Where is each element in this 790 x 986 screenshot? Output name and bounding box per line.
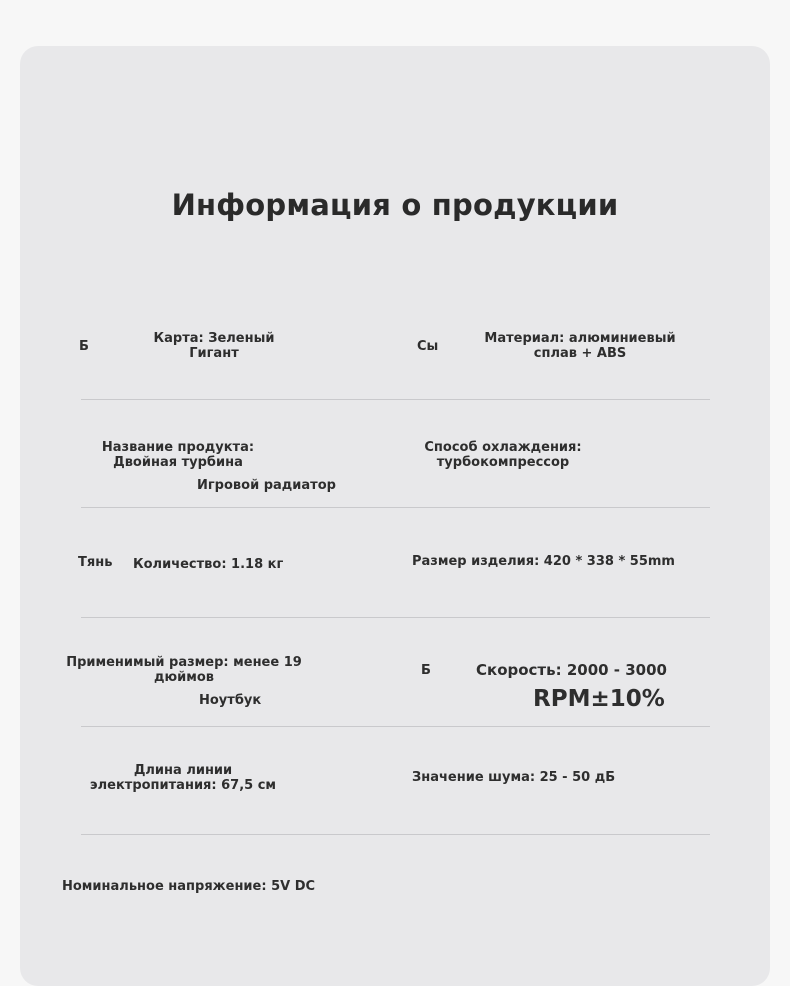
row-5-left-line-1: Длина линии [133, 763, 233, 778]
row-4-right-tag: Б [421, 663, 431, 678]
row-5-right-text: Значение шума: 25 - 50 дБ [412, 770, 616, 785]
row-2-right-line-2: турбокомпрессор [436, 455, 570, 470]
row-divider [81, 834, 710, 835]
row-divider [81, 726, 710, 727]
content-panel [20, 46, 770, 986]
row-divider [81, 399, 710, 400]
page-title: Информация о продукции [171, 188, 619, 222]
row-divider [81, 507, 710, 508]
row-3-right-text: Размер изделия: 420 * 338 * 55mm [412, 554, 675, 569]
rated-voltage-text: Номинальное напряжение: 5V DC [62, 879, 316, 894]
row-1-left-line-2: Гигант [189, 346, 239, 361]
row-2-left-line-2: Двойная турбина [113, 455, 243, 470]
row-4-left-extra: Ноутбук [199, 693, 262, 708]
row-1-left-line-1: Карта: Зеленый [153, 331, 275, 346]
row-4-left-line-2: дюймов [153, 670, 215, 685]
row-3-left-text: Количество: 1.18 кг [133, 557, 284, 572]
row-4-left-line-1: Применимый размер: менее 19 [66, 655, 302, 670]
row-divider [81, 617, 710, 618]
row-1-right-tag: Сы [417, 339, 439, 354]
row-2-right-line-1: Способ охлаждения: [424, 440, 582, 455]
row-1-left-tag: Б [79, 339, 89, 354]
row-1-right-line-1: Материал: алюминиевый [484, 331, 676, 346]
row-5-left-line-2: электропитания: 67,5 см [89, 778, 277, 793]
row-2-left-line-1: Название продукта: [101, 440, 255, 455]
row-3-left-tag: Тянь [78, 555, 113, 570]
row-4-right-text: Скорость: 2000 - 3000 [476, 661, 667, 679]
row-4-right-emphasis: RPM±10% [533, 686, 665, 712]
row-1-right-line-2: сплав + ABS [533, 346, 627, 361]
row-2-left-extra: Игровой радиатор [197, 478, 336, 493]
